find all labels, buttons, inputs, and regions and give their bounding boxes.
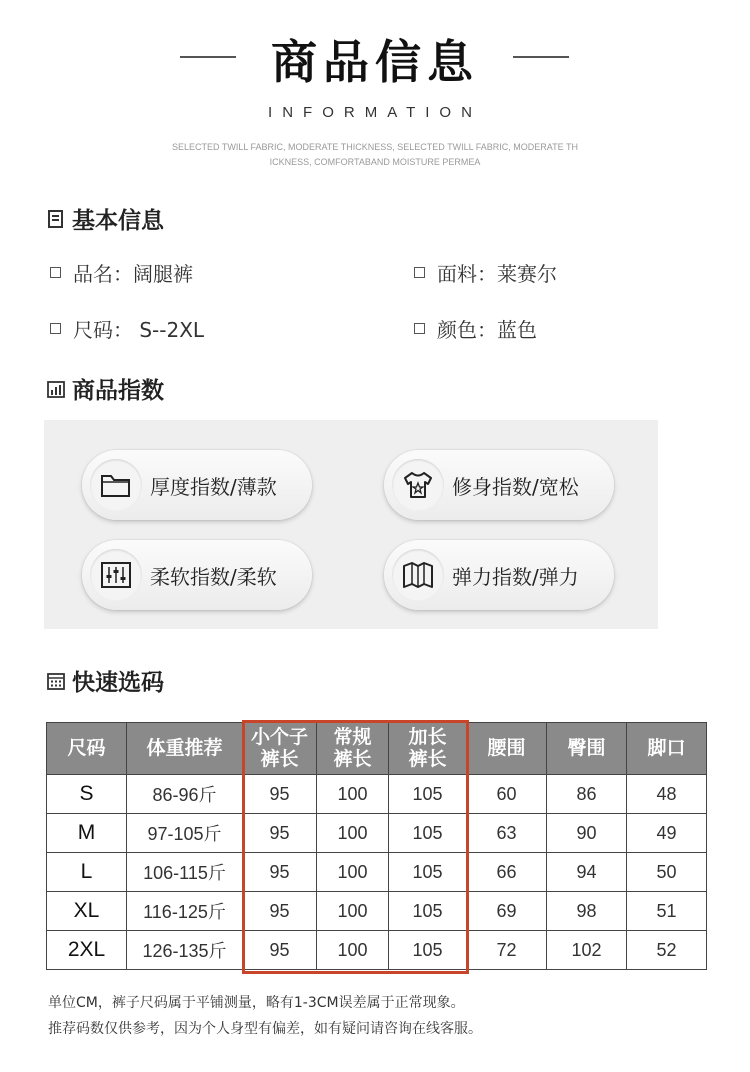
info-item-label: 品名：阔腿裤 (73, 262, 193, 286)
info-item-size (50, 314, 204, 343)
product-index-title: 商品指数 (72, 378, 164, 404)
index-label: 弹力指数/弹力 (452, 564, 579, 589)
document-icon (46, 209, 66, 229)
weight-cell: 86-96斤 (127, 775, 243, 814)
index-panel (44, 420, 658, 629)
table-cell: 60 (467, 775, 547, 814)
size-cell: L (47, 853, 127, 892)
tshirt-icon (392, 459, 444, 511)
page-description (140, 140, 610, 170)
header-cell: 体重推荐 (127, 723, 243, 775)
table-cell: 95 (243, 814, 317, 853)
info-item-color (414, 314, 537, 343)
size-cell: XL (47, 892, 127, 931)
header-cell: 尺码 (47, 723, 127, 775)
basic-info-heading (46, 202, 164, 235)
size-select-title: 快速选码 (72, 670, 164, 696)
table-cell: 63 (467, 814, 547, 853)
weight-cell: 97-105斤 (127, 814, 243, 853)
table-cell: 94 (547, 853, 627, 892)
index-pill-thickness (82, 450, 312, 520)
map-fold-glyph (401, 560, 435, 590)
info-item-fabric (414, 258, 557, 287)
size-select-heading (46, 664, 164, 697)
sliders-icon (90, 549, 142, 601)
weight-cell: 126-135斤 (127, 931, 243, 970)
bar-chart-icon (46, 379, 66, 399)
description-line-1: SELECTED TWILL FABRIC, MODERATE THICKNESS, SELECTED TWILL FABRIC, MODERATE TH (172, 142, 578, 152)
table-cell: 48 (627, 775, 707, 814)
info-item-name (50, 258, 193, 287)
table-cell: 95 (243, 775, 317, 814)
table-row (47, 814, 707, 853)
table-cell: 95 (243, 853, 317, 892)
table-cell: 100 (317, 775, 389, 814)
note-line-1: 单位CM，裤子尺码属于平铺测量，略有1-3CM误差属于正常现象。 (48, 995, 465, 1011)
checkbox-icon (50, 323, 61, 334)
index-pill-fit (384, 450, 614, 520)
header-cell: 脚口 (627, 723, 707, 775)
size-cell: 2XL (47, 931, 127, 970)
header-cell: 小个子裤长 (243, 723, 317, 775)
index-pill-softness (82, 540, 312, 610)
table-header-row (47, 723, 707, 775)
header-cell: 腰围 (467, 723, 547, 775)
header-cell: 常规裤长 (317, 723, 389, 775)
calendar-icon (46, 671, 66, 691)
size-chart-table (46, 722, 707, 970)
table-cell: 100 (317, 931, 389, 970)
basic-info-title: 基本信息 (72, 208, 164, 234)
table-cell: 52 (627, 931, 707, 970)
table-cell: 105 (389, 853, 467, 892)
table-row (47, 892, 707, 931)
table-cell: 50 (627, 853, 707, 892)
table-cell: 105 (389, 892, 467, 931)
table-cell: 95 (243, 892, 317, 931)
checkbox-icon (414, 267, 425, 278)
table-cell: 72 (467, 931, 547, 970)
table-cell: 90 (547, 814, 627, 853)
size-cell: S (47, 775, 127, 814)
page-subtitle: INFORMATION (268, 104, 482, 121)
header-cell: 加长裤长 (389, 723, 467, 775)
size-cell: M (47, 814, 127, 853)
sliders-glyph (99, 560, 133, 590)
checkbox-icon (50, 267, 61, 278)
info-item-label: 颜色：蓝色 (437, 318, 537, 342)
table-cell: 66 (467, 853, 547, 892)
folder-icon (90, 459, 142, 511)
index-label: 柔软指数/柔软 (150, 564, 277, 589)
table-cell: 105 (389, 931, 467, 970)
table-row (47, 853, 707, 892)
description-line-2: ICKNESS, COMFORTABAND MOISTURE PERMEA (269, 157, 481, 167)
table-cell: 105 (389, 775, 467, 814)
page-title: 商品信息 (271, 35, 479, 89)
index-label: 修身指数/宽松 (452, 474, 579, 499)
tshirt-glyph (401, 470, 435, 500)
map-fold-icon (392, 549, 444, 601)
table-cell: 86 (547, 775, 627, 814)
index-pill-elasticity (384, 540, 614, 610)
table-cell: 100 (317, 814, 389, 853)
table-cell: 98 (547, 892, 627, 931)
table-row (47, 775, 707, 814)
table-row (47, 931, 707, 970)
table-cell: 100 (317, 853, 389, 892)
folder-glyph (99, 470, 133, 500)
table-cell: 51 (627, 892, 707, 931)
table-cell: 102 (547, 931, 627, 970)
checkbox-icon (414, 323, 425, 334)
table-cell: 49 (627, 814, 707, 853)
table-cell: 105 (389, 814, 467, 853)
table-cell: 69 (467, 892, 547, 931)
index-label: 厚度指数/薄款 (150, 474, 277, 499)
table-cell: 100 (317, 892, 389, 931)
weight-cell: 116-125斤 (127, 892, 243, 931)
weight-cell: 106-115斤 (127, 853, 243, 892)
info-item-label: 面料：莱赛尔 (437, 262, 557, 286)
header-cell: 臀围 (547, 723, 627, 775)
info-item-label: 尺码： S--2XL (73, 318, 205, 342)
table-cell: 95 (243, 931, 317, 970)
product-index-heading (46, 372, 164, 405)
note-line-2: 推荐码数仅供参考，因为个人身型有偏差，如有疑问请咨询在线客服。 (48, 1021, 482, 1037)
